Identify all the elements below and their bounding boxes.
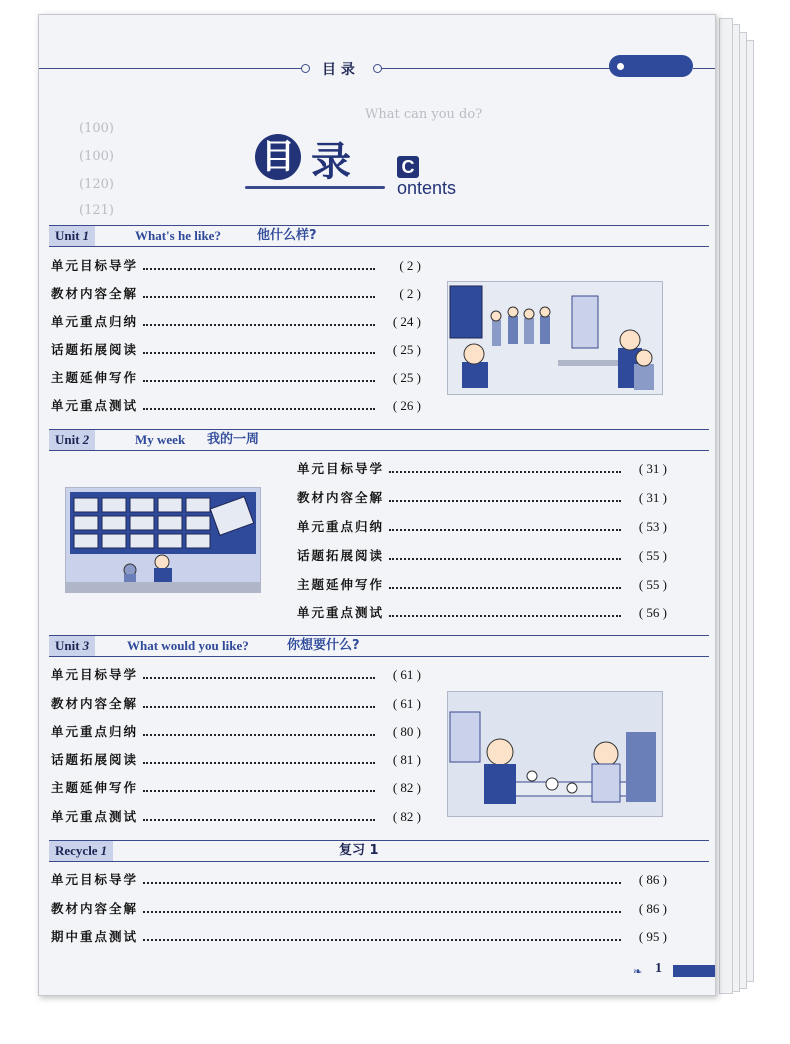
bleed-through-text: (100) [79,121,114,136]
title-char-1: 目 [255,134,301,180]
toc-row[interactable]: 单元目标导学 ( 2 ) [51,258,421,273]
unit-title-en: What would you like? [127,638,249,653]
toc-row[interactable]: 主题延伸写作 ( 82 ) [51,780,421,795]
toc-row[interactable]: 话题拓展阅读 ( 55 ) [297,548,667,563]
page-stack-edge [719,18,733,994]
recycle-1-header [49,840,709,862]
page-number: 1 [655,961,662,976]
title-english-rest: ontents [397,178,457,198]
unit-1-illustration [447,281,663,395]
unit-tag: Unit 3 [49,636,95,656]
header-dot-left [301,64,310,73]
leaf-icon: ❧ [633,965,643,978]
unit-title-cn: 复习 1 [339,843,379,858]
toc-row[interactable]: 教材内容全解 ( 31 ) [297,490,667,505]
title-underline [245,186,385,189]
header-pill-dot [617,63,624,70]
toc-row[interactable]: 单元目标导学 ( 61 ) [51,667,421,682]
bleed-through-text: (121) [79,203,114,218]
unit-tag: Recycle 1 [49,841,113,861]
footer-bar [673,965,715,977]
unit-3-header [49,635,709,657]
header-title: 目 录 [322,62,355,78]
unit-2-header [49,429,709,451]
unit-tag: Unit 2 [49,430,95,450]
bleed-through-text: What can you do? [365,107,483,122]
unit-1-header [49,225,709,247]
toc-row[interactable]: 教材内容全解 ( 2 ) [51,286,421,301]
toc-row[interactable]: 单元重点测试 ( 82 ) [51,809,421,824]
title-english-cap: C [397,156,419,178]
toc-row[interactable]: 单元重点归纳 ( 24 ) [51,314,421,329]
title-english [397,156,456,199]
bleed-through-text: (120) [79,177,114,192]
toc-row[interactable]: 单元目标导学 ( 86 ) [51,872,667,887]
toc-row[interactable]: 期中重点测试 ( 95 ) [51,929,667,944]
book-page [38,14,716,996]
unit-title-cn: 你想要什么? [287,638,360,653]
unit-2-illustration [65,487,261,593]
toc-row[interactable]: 教材内容全解 ( 61 ) [51,696,421,711]
header-rule-far-right [693,68,715,69]
toc-row[interactable]: 单元目标导学 ( 31 ) [297,461,667,476]
unit-tag: Unit 1 [49,226,95,246]
toc-row[interactable]: 主题延伸写作 ( 55 ) [297,577,667,592]
unit-title-cn: 他什么样? [257,228,317,243]
toc-row[interactable]: 话题拓展阅读 ( 81 ) [51,752,421,767]
toc-row[interactable]: 单元重点归纳 ( 53 ) [297,519,667,534]
unit-3-illustration [447,691,663,817]
header-rule-right [381,68,611,69]
unit-title-en: What's he like? [135,228,221,243]
toc-row[interactable]: 话题拓展阅读 ( 25 ) [51,342,421,357]
unit-title-en: My week [135,432,186,447]
toc-row[interactable]: 单元重点测试 ( 26 ) [51,398,421,413]
header-rule-left [39,68,301,69]
toc-row[interactable]: 单元重点归纳 ( 80 ) [51,724,421,739]
bleed-through-text: (100) [79,149,114,164]
toc-row[interactable]: 教材内容全解 ( 86 ) [51,901,667,916]
title-char-2: 录 [311,139,351,185]
toc-row[interactable]: 单元重点测试 ( 56 ) [297,605,667,620]
unit-title-cn: 我的一周 [207,432,260,447]
toc-row[interactable]: 主题延伸写作 ( 25 ) [51,370,421,385]
